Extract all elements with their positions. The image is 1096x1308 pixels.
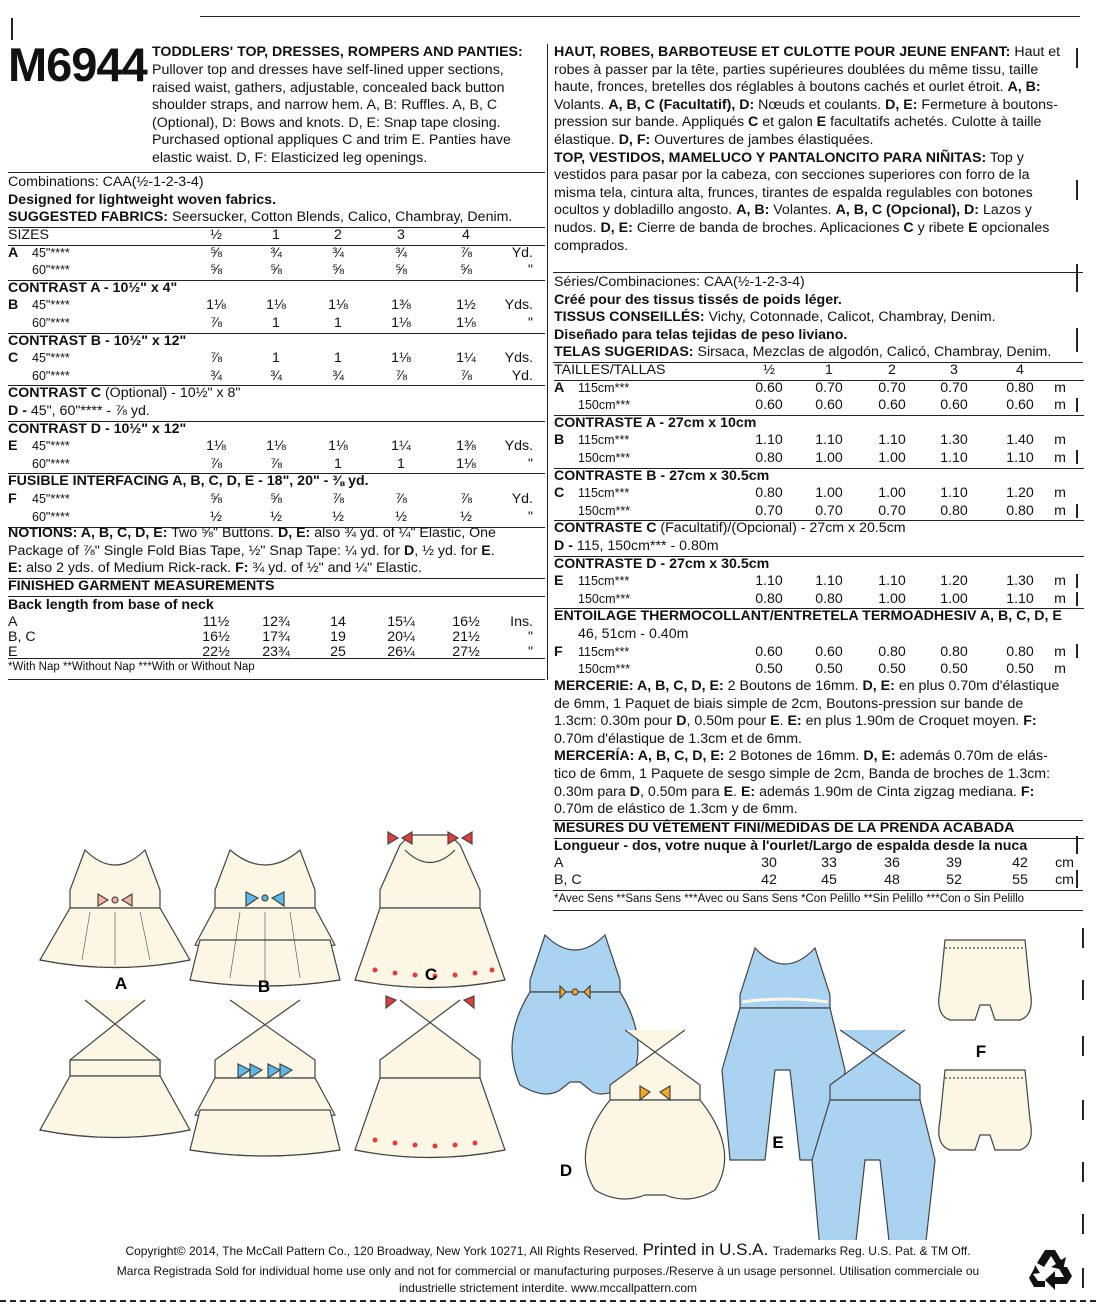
footer-line-3: industrielle strictement interdite. www.mccallpattern.com (398, 1281, 698, 1295)
unit: m (1054, 450, 1066, 466)
unit: m (1054, 661, 1066, 678)
measurement-value: 39 (946, 855, 962, 871)
fabric-width: 115cm*** (578, 644, 630, 659)
view-c-back-illustration (355, 996, 505, 1158)
yardage-value: 1⅛ (456, 315, 476, 331)
sizes-header: SIZES (8, 227, 49, 243)
recycle-icon (1025, 1246, 1075, 1292)
yardage-value: ⅝ (210, 244, 222, 261)
cree: Créé pour des tissus tissés de poids léger. (554, 291, 842, 308)
fabric-width: 45"**** (32, 351, 70, 366)
measurement-value: 25 (330, 644, 346, 660)
view-d-label: D (559, 1161, 573, 1180)
yardage-value: 0.80 (755, 450, 783, 466)
yardage-value: 0.80 (755, 485, 783, 502)
measurement-value: 12¾ (262, 614, 290, 630)
fabric-width: 150cm*** (578, 451, 631, 465)
edge-mark (1076, 48, 1078, 68)
yardage-value: 1.40 (1006, 432, 1034, 449)
yardage-value: 1.20 (940, 573, 968, 590)
yardage-value: 1 (272, 315, 280, 331)
yardage-value: 1.00 (878, 590, 906, 607)
yardage-value: 0.80 (1006, 379, 1034, 396)
view-f-front-illustration (939, 940, 1032, 1020)
view-letter: F (8, 491, 17, 507)
unit: " (527, 315, 533, 331)
section-header: FUSIBLE INTERFACING A, B, C, D, E - 18", 20" - ⅜ yd. (8, 473, 369, 490)
rule (8, 658, 545, 659)
fabric-width: 115cm*** (578, 486, 630, 501)
yardage-value: 1.10 (815, 573, 843, 590)
size-header: 2 (334, 227, 342, 243)
plain-row: D - 115, 150cm*** - 0.80m (554, 538, 719, 554)
yardage-value: 1.10 (1006, 590, 1034, 607)
yardage-value: 0.60 (755, 643, 783, 660)
fabric-width: 45"**** (32, 298, 70, 313)
yardage-value: ⅝ (210, 262, 222, 279)
yardage-value: ⅞ (395, 367, 407, 384)
yardage-value: 1.10 (878, 573, 906, 590)
unit: m (1054, 502, 1066, 519)
unit: " (527, 629, 533, 645)
rule (553, 272, 1083, 273)
yardage-value: 1¼ (391, 438, 411, 455)
yardage-value: ¾ (332, 244, 344, 261)
measurement-value: 42 (1012, 855, 1028, 871)
tissus: Vichy, Cotonnade, Calicot, Chambray, Denim. (708, 309, 996, 326)
section-header: CONTRAST B - 10½" x 12" (8, 332, 187, 349)
suggested-fabrics: Seersucker, Cotton Blends, Calico, Chambray, Denim. (171, 209, 513, 226)
mesures-title: MESURES DU VÊTEMENT FINI/MEDIDAS DE LA PRENDA ACABADA (554, 820, 1015, 836)
pattern-number: M6944 (8, 38, 147, 91)
yardage-value: 1.10 (1006, 450, 1034, 466)
yardage-value: 1⅛ (328, 297, 348, 314)
yardage-value: 1⅛ (456, 455, 476, 472)
yardage-value: ⅞ (270, 455, 282, 472)
yardage-value: 1⅜ (391, 297, 411, 314)
unit: Yds. (504, 438, 533, 455)
yardage-value: 1.10 (878, 432, 906, 449)
measurement-value: 20¼ (387, 629, 415, 645)
sizes-header: TAILLES/TALLAS (554, 362, 666, 378)
yardage-value: 1.10 (940, 450, 968, 466)
en-desc-line: elastic waist. D, F: Elasticized leg openings. (152, 149, 428, 166)
yardage-value: 0.80 (1006, 502, 1034, 519)
section-header: CONTRASTE A - 27cm x 10cm (554, 414, 757, 431)
fabric-width: 115cm*** (578, 380, 630, 395)
en-nap-note: *With Nap **Without Nap ***With or Without Nap (8, 661, 255, 673)
yardage-value: ⅞ (460, 491, 472, 507)
yardage-value: 1.00 (940, 590, 968, 607)
section-header: ENTOILAGE THERMOCOLLANT/ENTRETELA TERMOADHESIV A, B, C, D, E (554, 608, 1062, 625)
measurement-value: 42 (761, 872, 777, 888)
measurement-value: 33 (821, 855, 837, 871)
fabric-width: 60"**** (32, 509, 70, 524)
yardage-value: 0.60 (755, 397, 783, 414)
unit: m (1054, 485, 1066, 502)
yardage-value: 1.30 (1006, 573, 1034, 590)
yardage-value: 1 (397, 455, 405, 472)
yardage-value: 1.00 (815, 450, 843, 466)
yardage-value: 1⅛ (266, 297, 286, 314)
measurement-value: 22½ (202, 644, 230, 660)
unit: m (1054, 379, 1066, 396)
yardage-value: ¾ (270, 367, 282, 384)
en-desc-line: raised waist, gathers, adjustable, concealed back button (152, 79, 505, 96)
view-letter: A (554, 855, 564, 871)
en-desc-line: shoulder straps, and narrow hem. A, B: Ruffles. A, B, C (152, 97, 498, 113)
fabric-width: 60"**** (32, 456, 70, 471)
fabric-width: 150cm*** (578, 591, 631, 606)
back-length: Back length from base of neck (8, 596, 214, 613)
unit: Yds. (504, 297, 533, 314)
unit: " (527, 644, 533, 660)
view-letter: A (8, 614, 18, 630)
view-letter: B (8, 297, 19, 314)
view-a-label: A (114, 974, 128, 993)
yardage-value: ½ (395, 508, 407, 525)
yardage-value: ½ (460, 508, 472, 525)
yardage-value: 1 (334, 315, 342, 331)
yardage-value: 0.80 (878, 643, 906, 660)
yardage-value: 0.80 (1006, 643, 1034, 660)
trademarks: Trademarks Reg. U.S. Pat. & TM Off. (772, 1244, 971, 1258)
measurement-value: 27½ (452, 644, 480, 660)
yardage-value: 1¼ (456, 350, 476, 367)
measurement-value: 21½ (452, 629, 480, 645)
yardage-value: 0.60 (755, 379, 783, 396)
yardage-value: 0.70 (815, 379, 843, 396)
section-header: CONTRAST A - 10½" x 4" (8, 279, 178, 296)
yardage-value: 0.50 (815, 661, 843, 678)
yardage-value: ½ (270, 508, 282, 525)
unit: " (527, 455, 533, 472)
yardage-value: 1.00 (878, 485, 906, 502)
fold-mark (11, 18, 13, 40)
yardage-value: ⅞ (210, 455, 222, 472)
en-desc-line: Purchased optional appliques C and trim E. Panties have (152, 132, 511, 148)
view-d-front-illustration (512, 935, 638, 1094)
view-letter: E (554, 573, 564, 590)
yardage-value: ⅞ (395, 491, 407, 507)
view-b-back-illustration (190, 1000, 340, 1156)
view-letter: E (8, 644, 18, 660)
fabric-width: 115cm*** (578, 433, 630, 448)
yardage-value: 0.80 (755, 590, 783, 607)
unit: Yd. (511, 491, 533, 507)
size-header: ½ (210, 227, 222, 243)
view-b-label: B (257, 977, 271, 996)
yardage-value: ½ (332, 508, 344, 525)
yardage-value: 0.50 (755, 661, 783, 678)
metric-nap-note: *Avec Sens **Sans Sens ***Avec ou Sans Sens *Con Pelillo **Sin Pelillo ***Con o Sin Pelillo (554, 893, 1025, 905)
measurement-value: 16½ (202, 629, 230, 645)
edge-mark (1076, 264, 1078, 292)
yardage-value: ¾ (270, 244, 282, 261)
view-letter: A (554, 379, 565, 396)
fabric-width: 150cm*** (578, 503, 631, 518)
view-letter: B, C (554, 872, 582, 888)
view-letter: A (8, 244, 19, 261)
rule (8, 679, 545, 680)
fabric-width: 150cm*** (578, 662, 631, 677)
yardage-value: 1.10 (815, 432, 843, 449)
fabric-width: 150cm*** (578, 398, 631, 413)
size-header: 2 (888, 362, 896, 378)
view-letter: C (554, 485, 565, 502)
series: Séries/Combinaciones: CAA(½-1-2-3-4) (554, 274, 805, 290)
measurement-value: 11½ (202, 614, 230, 630)
fabric-width: 60"**** (32, 263, 70, 278)
combinations: Combinations: CAA(½-1-2-3-4) (8, 174, 204, 190)
yardage-value: 1⅛ (328, 438, 348, 455)
yardage-value: 1⅜ (456, 438, 476, 455)
yardage-value: ⅝ (270, 491, 282, 507)
suggested-label: SUGGESTED FABRICS: (8, 209, 169, 226)
view-letter: F (554, 643, 563, 660)
section-header: CONTRASTE B - 27cm x 30.5cm (554, 467, 770, 484)
size-header: 3 (397, 227, 405, 243)
unit: Ins. (510, 614, 533, 630)
unit: cm (1055, 855, 1074, 871)
finished-title: FINISHED GARMENT MEASUREMENTS (8, 578, 275, 594)
fabric-width: 45"**** (32, 439, 70, 454)
yardage-value: 1.20 (1006, 485, 1034, 502)
measurement-value: 45 (821, 872, 837, 888)
unit: m (1054, 397, 1066, 414)
measurement-value: 26¼ (387, 644, 415, 660)
unit: m (1054, 573, 1066, 590)
yardage-value: ⅝ (460, 262, 472, 279)
contrast-header: CONTRASTE C (Facultatif)/(Opcional) - 27cm x 20.5cm (554, 520, 906, 537)
top-rule (200, 16, 1080, 17)
plain-row: D - 45", 60"**** - ⅞ yd. (8, 403, 150, 419)
unit: Yds. (504, 350, 533, 367)
yardage-value: 0.60 (940, 397, 968, 414)
view-letter: B, C (8, 629, 36, 645)
yardage-value: 0.70 (940, 379, 968, 396)
yardage-value: ⅝ (332, 262, 344, 279)
yardage-value: ⅞ (460, 244, 472, 261)
yardage-value: 0.60 (878, 397, 906, 414)
fabric-width: 45"**** (32, 492, 70, 506)
size-header: 4 (462, 227, 470, 243)
en-desc-line: (Optional), D: Bows and knots. D, E: Snap tape closing. (152, 114, 501, 131)
yardage-value: 1.10 (940, 485, 968, 502)
edge-mark (1076, 592, 1078, 606)
edge-mark (1076, 450, 1078, 464)
view-a-back-illustration (40, 1000, 190, 1138)
yardage-value: 1½ (456, 297, 476, 314)
telas: Sirsaca, Mezclas de algodón, Calicó, Chambray, Denim. (697, 344, 1052, 361)
unit: Yd. (511, 244, 533, 261)
yardage-value: ⅝ (395, 262, 407, 279)
yardage-value: 0.60 (1006, 397, 1034, 414)
yardage-value: 1.00 (878, 450, 906, 466)
edge-mark (1076, 504, 1078, 518)
view-c-label: C (424, 965, 438, 984)
yardage-value: 1⅛ (266, 438, 286, 455)
yardage-value: 1.10 (755, 432, 783, 449)
cut-line (0, 1300, 1096, 1302)
unit: Yd. (511, 367, 533, 384)
yardage-value: 0.60 (815, 643, 843, 660)
fabric-width: 115cm*** (578, 574, 630, 589)
disenado: Diseñado para telas tejidas de peso liviano. (554, 326, 848, 343)
size-header: ½ (763, 362, 775, 378)
measurement-value: 15¼ (387, 614, 415, 630)
yardage-value: 1⅛ (391, 315, 411, 331)
view-letter: B (554, 432, 565, 449)
yardage-value: 0.50 (878, 661, 906, 678)
edge-mark (1076, 398, 1078, 412)
section-header: CONTRAST D - 10½" x 12" (8, 420, 187, 437)
tissus-label: TISSUS CONSEILLÉS: (554, 309, 705, 326)
measurement-value: 30 (761, 855, 777, 871)
yardage-value: 1⅛ (391, 350, 411, 367)
fabric-width: 60"**** (32, 316, 70, 330)
yardage-value: ⅝ (210, 491, 222, 507)
printed-in: Printed in U.S.A. (642, 1240, 769, 1259)
yardage-value: ⅞ (210, 315, 222, 331)
yardage-value: 1.30 (940, 432, 968, 449)
size-header: 1 (272, 227, 280, 243)
yardage-value: ⅞ (210, 350, 222, 367)
measurement-value: 16½ (452, 614, 480, 630)
measurement-value: 55 (1012, 872, 1028, 888)
yardage-value: 0.70 (878, 502, 906, 519)
size-header: 3 (950, 362, 958, 378)
fabric-width: 60"**** (32, 368, 70, 383)
rule (8, 172, 545, 173)
measurement-value: 48 (884, 872, 900, 888)
yardage-value: 1 (334, 455, 342, 472)
view-a-front-illustration (40, 850, 190, 968)
unit: m (1054, 643, 1066, 660)
yardage-value: 1 (272, 350, 280, 367)
view-f-label: F (975, 1042, 987, 1061)
footer-line-1 (0, 1240, 1096, 1260)
plain-row: 46, 51cm - 0.40m (578, 626, 689, 642)
unit: " (527, 262, 533, 279)
edge-mark (1076, 180, 1078, 200)
yardage-value: ¾ (395, 244, 407, 261)
unit: cm (1055, 872, 1074, 888)
size-header: 4 (1016, 362, 1024, 378)
yardage-value: ⅝ (270, 262, 282, 279)
unit: m (1054, 590, 1066, 607)
yardage-value: 1⅛ (206, 297, 226, 314)
yardage-value: 0.70 (815, 502, 843, 519)
yardage-value: 0.50 (940, 661, 968, 678)
yardage-value: ¾ (210, 367, 222, 384)
measurement-value: 23¾ (262, 644, 290, 660)
edge-mark (1076, 644, 1078, 658)
contrast-header: CONTRAST C (Optional) - 10½" x 8" (8, 385, 241, 402)
yardage-value: 0.50 (1006, 661, 1034, 678)
yardage-value: 0.80 (940, 643, 968, 660)
measurement-value: 52 (946, 872, 962, 888)
yardage-value: 0.70 (878, 379, 906, 396)
edge-mark (1076, 574, 1078, 588)
yardage-value: 0.70 (755, 502, 783, 519)
longueur: Longueur - dos, votre nuque à l'ourlet/Largo de espalda desde la nuca (554, 838, 1028, 854)
view-letter: C (8, 350, 19, 367)
garment-illustrations (0, 820, 1096, 1240)
yardage-value: 0.60 (815, 397, 843, 414)
measurement-value: 14 (330, 614, 346, 630)
yardage-value: 0.80 (940, 502, 968, 519)
yardage-value: 1⅛ (206, 438, 226, 455)
designed-for: Designed for lightweight woven fabrics. (8, 191, 277, 208)
view-e-label: E (772, 1133, 784, 1152)
yardage-value: ½ (210, 508, 222, 525)
fabric-width: 45"**** (32, 245, 70, 260)
yardage-value: ¾ (332, 367, 344, 384)
measurement-value: 36 (884, 855, 900, 871)
footer-line-2: Marca Registrada Sold for individual home use only and not for commercial or manufacturing purposes./Reserve à un usage personnel. Utilisation commerciale ou (116, 1264, 980, 1278)
yardage-value: 1.10 (755, 573, 783, 590)
en-title: TODDLERS' TOP, DRESSES, ROMPERS AND PANTIES: (152, 44, 523, 60)
en-desc-line: Pullover top and dresses have self-lined upper sections, (152, 62, 504, 78)
yardage-value: 1 (334, 350, 342, 367)
edge-mark (1076, 328, 1078, 352)
view-letter: E (8, 438, 18, 455)
size-header: 1 (825, 362, 833, 378)
column-divider (547, 44, 548, 680)
view-b-front-illustration (190, 850, 340, 986)
section-header: CONTRASTE D - 27cm x 30.5cm (554, 555, 770, 572)
view-f-back-illustration (939, 1070, 1032, 1150)
copyright: Copyright© 2014, The McCall Pattern Co., 120 Broadway, New York 10271, All Rights Reserved. (125, 1244, 639, 1258)
unit: m (1054, 432, 1066, 449)
yardage-value: 0.80 (815, 590, 843, 607)
yardage-value: ⅞ (332, 491, 344, 507)
telas-label: TELAS SUGERIDAS: (554, 344, 694, 361)
unit: " (527, 508, 533, 525)
measurement-value: 17¾ (262, 629, 290, 645)
measurement-value: 19 (330, 629, 346, 645)
yardage-value: 1.00 (815, 485, 843, 502)
yardage-value: ⅞ (460, 367, 472, 384)
